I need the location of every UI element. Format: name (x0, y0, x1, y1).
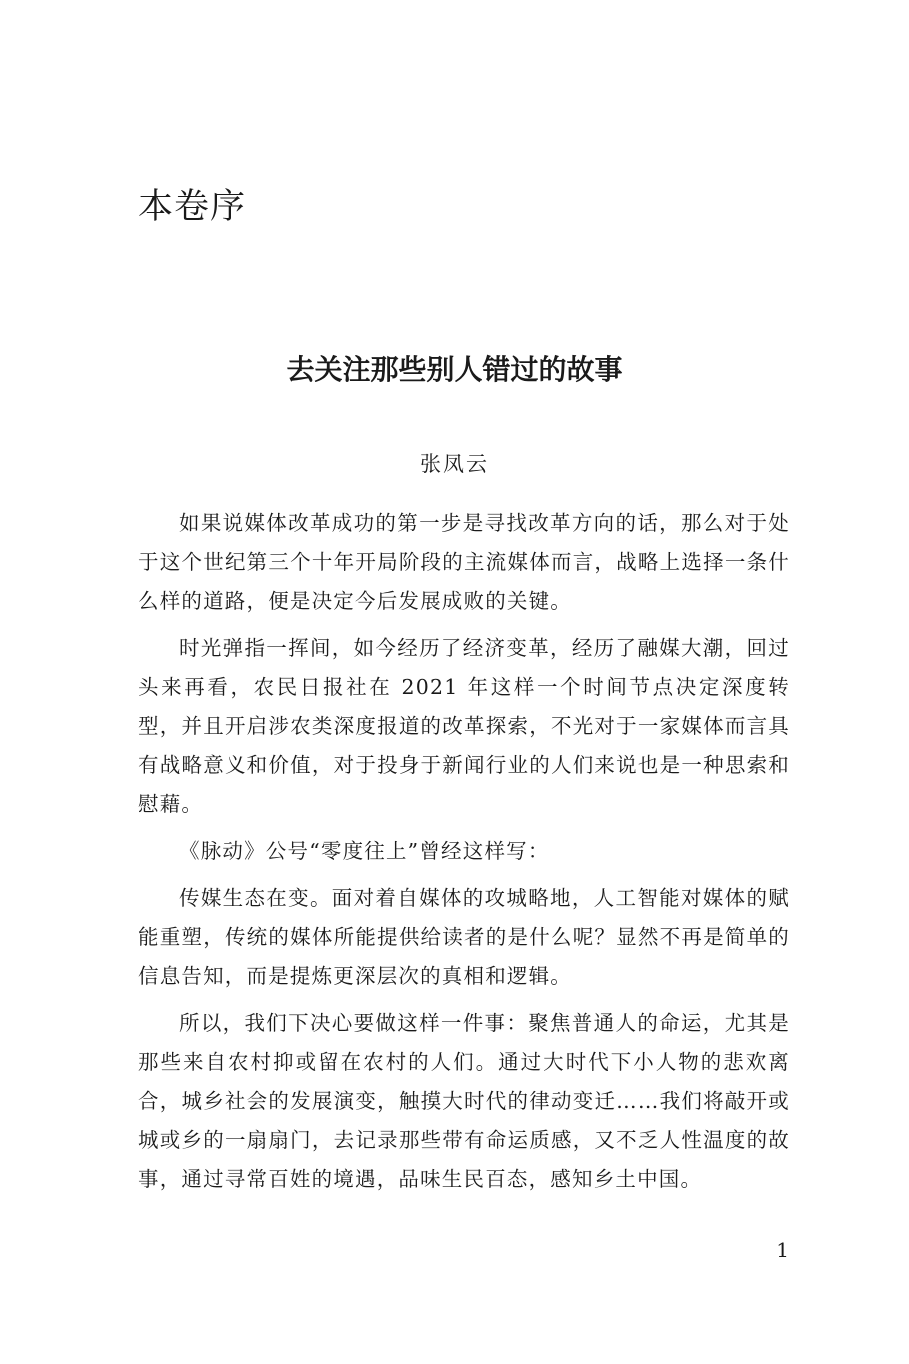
body-paragraph: 时光弹指一挥间，如今经历了经济变革，经历了融媒大潮，回过头来再看，农民日报社在 2021 年这样一个时间节点决定深度转型，并且开启涉农类深度报道的改革探索，不光对于一家媒体而言具有战略意义和价值，对于投身于新闻行业的人们来说也是一种思索和慰藉。 (138, 636, 790, 816)
article-title: 去关注那些别人错过的故事 (286, 353, 623, 386)
body-paragraph: 《脉动》公号“零度往上”曾经这样写： (179, 839, 550, 863)
section-title: 本卷序 (138, 187, 247, 227)
page-number: 1 (776, 1238, 789, 1262)
author-name: 张凤云 (420, 452, 489, 476)
body-paragraph: 如果说媒体改革成功的第一步是寻找改革方向的话，那么对于处于这个世纪第三个十年开局阶段的主流媒体而言，战略上选择一条什么样的道路，便是决定今后发展成败的关键。 (138, 511, 790, 613)
article-body (138, 504, 790, 1207)
body-paragraph: 所以，我们下决心要做这样一件事：聚焦普通人的命运，尤其是那些来自农村抑或留在农村的人们。通过大时代下小人物的悲欢离合，城乡社会的发展演变，触摸大时代的律动变迁……我们将敲开或城或乡的一扇扇门，去记录那些带有命运质感，又不乏人性温度的故事，通过寻常百姓的境遇，品味生民百态，感知乡土中国。 (138, 1011, 790, 1191)
body-paragraph: 传媒生态在变。面对着自媒体的攻城略地，人工智能对媒体的赋能重塑，传统的媒体所能提供给读者的是什么呢？显然不再是简单的信息告知，而是提炼更深层次的真相和逻辑。 (138, 886, 790, 988)
